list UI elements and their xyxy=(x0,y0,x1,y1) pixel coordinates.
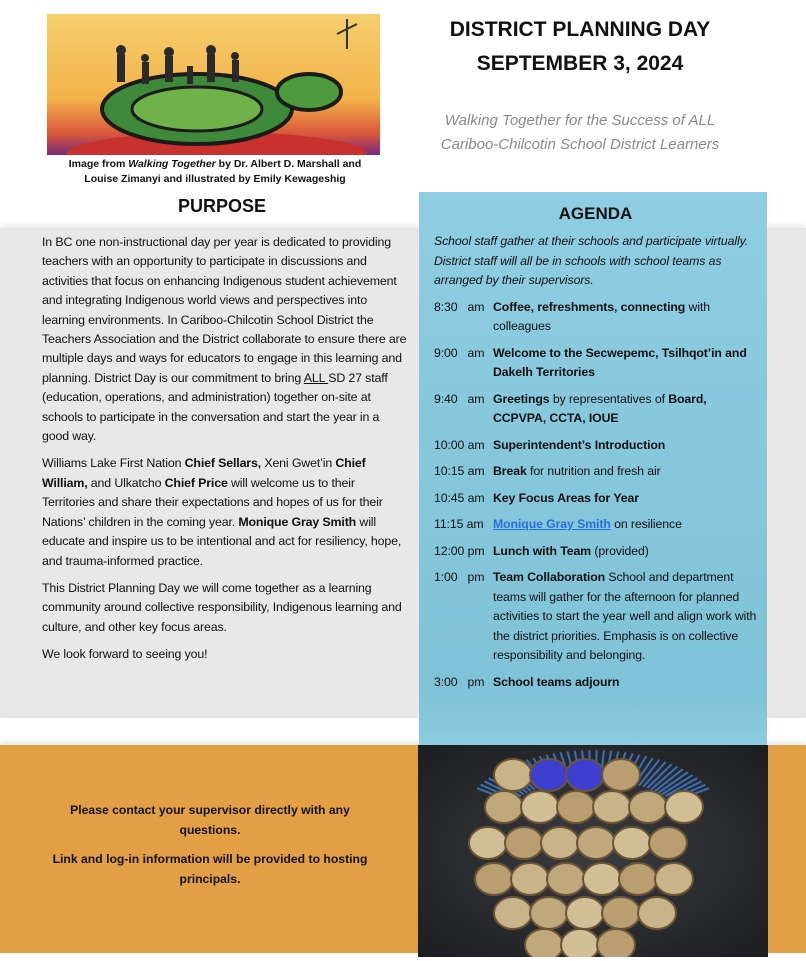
text-segment: Louise Zimanyi and illustrated by Emily Kewageshig xyxy=(84,173,346,185)
agenda-description xyxy=(493,673,757,693)
beaded-drum xyxy=(494,759,532,791)
text-segment: on resilience xyxy=(610,517,682,531)
agenda-time: 10:45 am xyxy=(434,490,485,505)
beaded-drum xyxy=(583,863,621,895)
text-segment: Walking Together xyxy=(128,158,216,170)
agenda-time: 11:15 am xyxy=(434,517,484,531)
text-segment: Team Collaboration xyxy=(493,570,606,584)
beaded-drum xyxy=(521,791,559,823)
text-segment: Lunch with Team xyxy=(493,543,592,558)
agenda-time: 9:00 am xyxy=(434,345,485,360)
agenda-item xyxy=(434,542,757,562)
contact-line: Link and log-in information will be provided to hosting principals. xyxy=(52,852,368,886)
agenda-description xyxy=(493,542,757,562)
text-segment: by representatives of xyxy=(549,391,669,406)
beaded-drum xyxy=(511,863,549,895)
agenda-time: 12:00 pm xyxy=(434,543,485,558)
beaded-drum xyxy=(629,791,667,823)
agenda-time: 8:30 am xyxy=(434,299,485,314)
beaded-drum xyxy=(665,791,703,823)
agenda-description xyxy=(493,515,757,535)
agenda-heading: AGENDA xyxy=(558,204,633,223)
agenda-description xyxy=(493,298,757,337)
agenda-description xyxy=(493,568,757,666)
agenda-description xyxy=(493,390,757,429)
subtitle-line: Walking Together for the Success of ALL xyxy=(444,112,716,129)
text-segment: This District Planning Day we will come together as a learning community around collective responsibility, Indigenous learning and culture, and other key focus areas. xyxy=(42,580,402,634)
beaded-drum xyxy=(530,897,568,929)
beaded-drum xyxy=(649,827,687,859)
purpose-text xyxy=(42,233,407,673)
beaded-drum xyxy=(525,929,563,957)
turtle-illustration xyxy=(47,14,380,155)
agenda-item xyxy=(434,673,757,693)
beaded-drum xyxy=(619,863,657,895)
purpose-paragraph xyxy=(42,579,407,637)
agenda-intro: School staff gather at their schools and participate virtually. District staff will all be in schools with school teams as arranged by their supervisors. xyxy=(434,234,749,287)
text-segment: Xeni Gwet’in xyxy=(261,456,336,471)
agenda-description xyxy=(493,462,757,482)
contact-info xyxy=(40,800,380,898)
text-segment: We look forward to seeing you! xyxy=(42,647,208,662)
text-segment: will educate and inspire us to be intentional and act for resiliency, hope, and trauma-informed practice. xyxy=(42,514,402,568)
beaded-drum xyxy=(530,759,568,791)
text-segment: SD 27 staff (education, operations, and administration) together on-site at schools to participate in the conversation and start the year in a good way. xyxy=(42,370,388,444)
text-segment: Key Focus Areas for Year xyxy=(493,490,639,505)
text-segment: Image from xyxy=(68,158,129,170)
agenda-item xyxy=(434,515,757,535)
agenda-time: 9:40 am xyxy=(434,391,485,406)
subtitle xyxy=(415,109,745,157)
title-line: DISTRICT PLANNING DAY xyxy=(449,18,711,41)
beaded-drum xyxy=(475,863,513,895)
image-caption xyxy=(40,157,390,187)
agenda-item xyxy=(434,436,757,456)
agenda-description xyxy=(493,436,757,456)
text-segment: Chief Sellars, xyxy=(184,456,262,471)
text-segment: ALL xyxy=(303,370,329,385)
text-segment: Coffee, refreshments, connecting xyxy=(493,299,686,314)
agenda-item xyxy=(434,344,757,383)
agenda-description xyxy=(493,344,757,383)
text-segment: by Dr. Albert D. Marshall and xyxy=(215,158,362,170)
beaded-drum xyxy=(577,827,615,859)
image-caption-line xyxy=(40,157,390,172)
text-segment: Greetings xyxy=(493,391,550,406)
beaded-drum xyxy=(557,791,595,823)
agenda-description xyxy=(493,489,757,509)
text-segment: Break xyxy=(493,464,527,478)
subtitle-line: Cariboo-Chilcotin School District Learners xyxy=(440,136,720,153)
text-segment: (provided) xyxy=(591,543,649,558)
title-date: SEPTEMBER 3, 2024 xyxy=(476,52,684,75)
beaded-drum xyxy=(613,827,651,859)
image-caption-line xyxy=(40,172,390,187)
beaded-drum xyxy=(566,759,604,791)
agenda-item xyxy=(434,489,757,509)
purpose-paragraph xyxy=(42,645,407,664)
text-segment: Welcome to the Secwepemc, Tsilhqot’in and Dakelh Territories xyxy=(493,345,747,379)
beaded-drum xyxy=(602,897,640,929)
beaded-drum xyxy=(602,759,640,791)
purpose-heading: PURPOSE xyxy=(177,196,267,216)
text-segment: School teams adjourn xyxy=(493,674,620,689)
agenda-time: 3:00 pm xyxy=(434,674,485,689)
agenda-list xyxy=(434,298,757,693)
text-segment: Board, CCPVPA, CCTA, IOUE xyxy=(493,391,707,425)
text-segment: Chief Price xyxy=(164,475,228,490)
speaker-link[interactable]: Monique Gray Smith xyxy=(493,517,611,531)
beaded-drum xyxy=(547,863,585,895)
beaded-drums-photo xyxy=(418,745,768,957)
beaded-drum xyxy=(469,827,507,859)
agenda-item xyxy=(434,462,757,482)
text-segment: Chief William, xyxy=(42,456,366,490)
agenda-panel xyxy=(419,192,767,745)
purpose-paragraph xyxy=(42,233,407,446)
text-segment: and Ulkatcho xyxy=(87,475,165,490)
text-segment: Williams Lake First Nation xyxy=(42,456,185,471)
beaded-drum xyxy=(638,897,676,929)
text-segment: with colleagues xyxy=(493,299,711,333)
text-segment: School and department teams will gather for the afternoon for planned activities to start the year well and align work with the district priorities. Emphasis is on collective responsibility and belonging. xyxy=(493,570,757,662)
text-segment: Superintendent’s Introduction xyxy=(493,437,666,452)
agenda-time: 10:00 am xyxy=(434,437,485,452)
beaded-drum xyxy=(566,897,604,929)
text-segment: In BC one non-instructional day per year is dedicated to providing teachers with an opportunity to participate in discussions and activities that focus on enhancing Indigenous student achievement and integrating Indigenous world views and perspectives into learning environments. In Cariboo-Chilcotin School District the Teachers Association and the District collaborate to ensure there are multiple days and ways for educators to engage in this learning and planning. District Day is our commitment to bring xyxy=(42,235,407,385)
page-title xyxy=(415,13,745,81)
beaded-drum xyxy=(505,827,543,859)
beaded-drum xyxy=(494,897,532,929)
contact-line: Please contact your supervisor directly with any questions. xyxy=(70,803,350,837)
text-segment: for nutrition and fresh air xyxy=(526,464,661,478)
agenda-time: 10:15 am xyxy=(434,464,485,478)
beaded-drum xyxy=(541,827,579,859)
agenda-item xyxy=(434,298,757,337)
text-segment: Monique Gray Smith xyxy=(238,514,357,529)
agenda-time: 1:00 pm xyxy=(434,570,485,584)
beaded-drum xyxy=(655,863,693,895)
beaded-drum xyxy=(561,929,599,957)
text-segment: will welcome us to their Territories and share their expectations and hopes of us for their Nations’ children in the coming year. xyxy=(42,475,383,529)
beaded-drum xyxy=(597,929,635,957)
beaded-drum xyxy=(593,791,631,823)
beaded-drum xyxy=(485,791,523,823)
agenda-item xyxy=(434,568,757,666)
purpose-paragraph xyxy=(42,454,407,570)
agenda-item xyxy=(434,390,757,429)
